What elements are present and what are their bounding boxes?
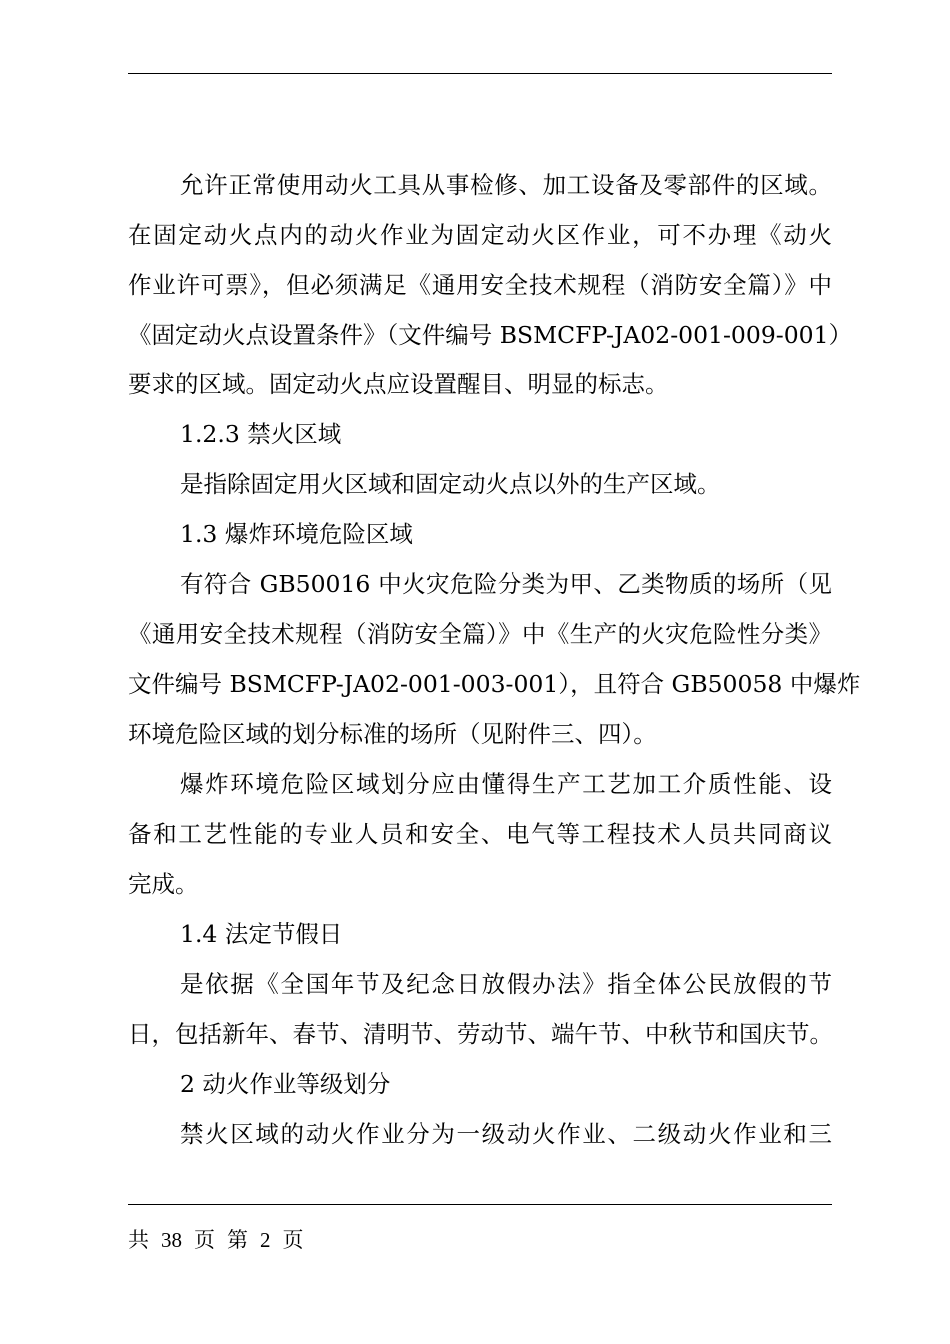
text-line: 是依据《全国年节及纪念日放假办法》指全体公民放假的节 (180, 970, 832, 998)
text-line: 备和工艺性能的专业人员和安全、电气等工程技术人员共同商议 (128, 820, 832, 848)
text-line: 作业许可票》，但必须满足《通用安全技术规程（消防安全篇）》中 (128, 271, 832, 299)
text-line: 在固定动火点内的动火作业为固定动火区作业，可不办理《动火 (128, 221, 832, 249)
text-line: 要求的区域。固定动火点应设置醒目、明显的标志。 (128, 370, 669, 398)
footer-rule (128, 1204, 832, 1205)
section-heading: 1.3 爆炸环境危险区域 (180, 520, 413, 548)
footer-current-label: 第 (227, 1228, 248, 1252)
page-footer (128, 1223, 304, 1257)
text-line: 有符合 GB50016 中火灾危险分类为甲、乙类物质的场所（见 (180, 570, 832, 598)
text-line: 《通用安全技术规程（消防安全篇）》中《生产的火灾危险性分类》 (128, 620, 832, 648)
text-line: 日，包括新年、春节、清明节、劳动节、端午节、中秋节和国庆节。 (128, 1020, 833, 1048)
section-heading: 1.2.3 禁火区域 (180, 420, 342, 448)
footer-current-page: 2 (260, 1228, 271, 1252)
footer-page-unit: 页 (194, 1228, 215, 1252)
footer-total-label: 共 (128, 1228, 149, 1252)
text-line: 允许正常使用动火工具从事检修、加工设备及零部件的区域。 (180, 171, 832, 199)
section-heading: 2 动火作业等级划分 (180, 1070, 391, 1098)
text-line: 爆炸环境危险区域划分应由懂得生产工艺加工介质性能、设 (180, 770, 832, 798)
footer-page-unit: 页 (282, 1228, 304, 1252)
footer-total-pages: 38 (161, 1228, 182, 1252)
text-line: 是指除固定用火区域和固定动火点以外的生产区域。 (180, 470, 721, 498)
text-line: 文件编号 BSMCFP-JA02-001-003-001），且符合 GB50058 中爆炸 (128, 670, 861, 698)
header-rule (128, 73, 832, 74)
text-line: 《固定动火点设置条件》（文件编号 BSMCFP-JA02-001-009-001） (128, 321, 853, 349)
text-line: 完成。 (128, 870, 199, 898)
section-heading: 1.4 法定节假日 (180, 920, 343, 948)
text-line: 禁火区域的动火作业分为一级动火作业、二级动火作业和三 (180, 1120, 832, 1148)
text-line: 环境危险区域的划分标准的场所（见附件三、四）。 (128, 720, 657, 748)
